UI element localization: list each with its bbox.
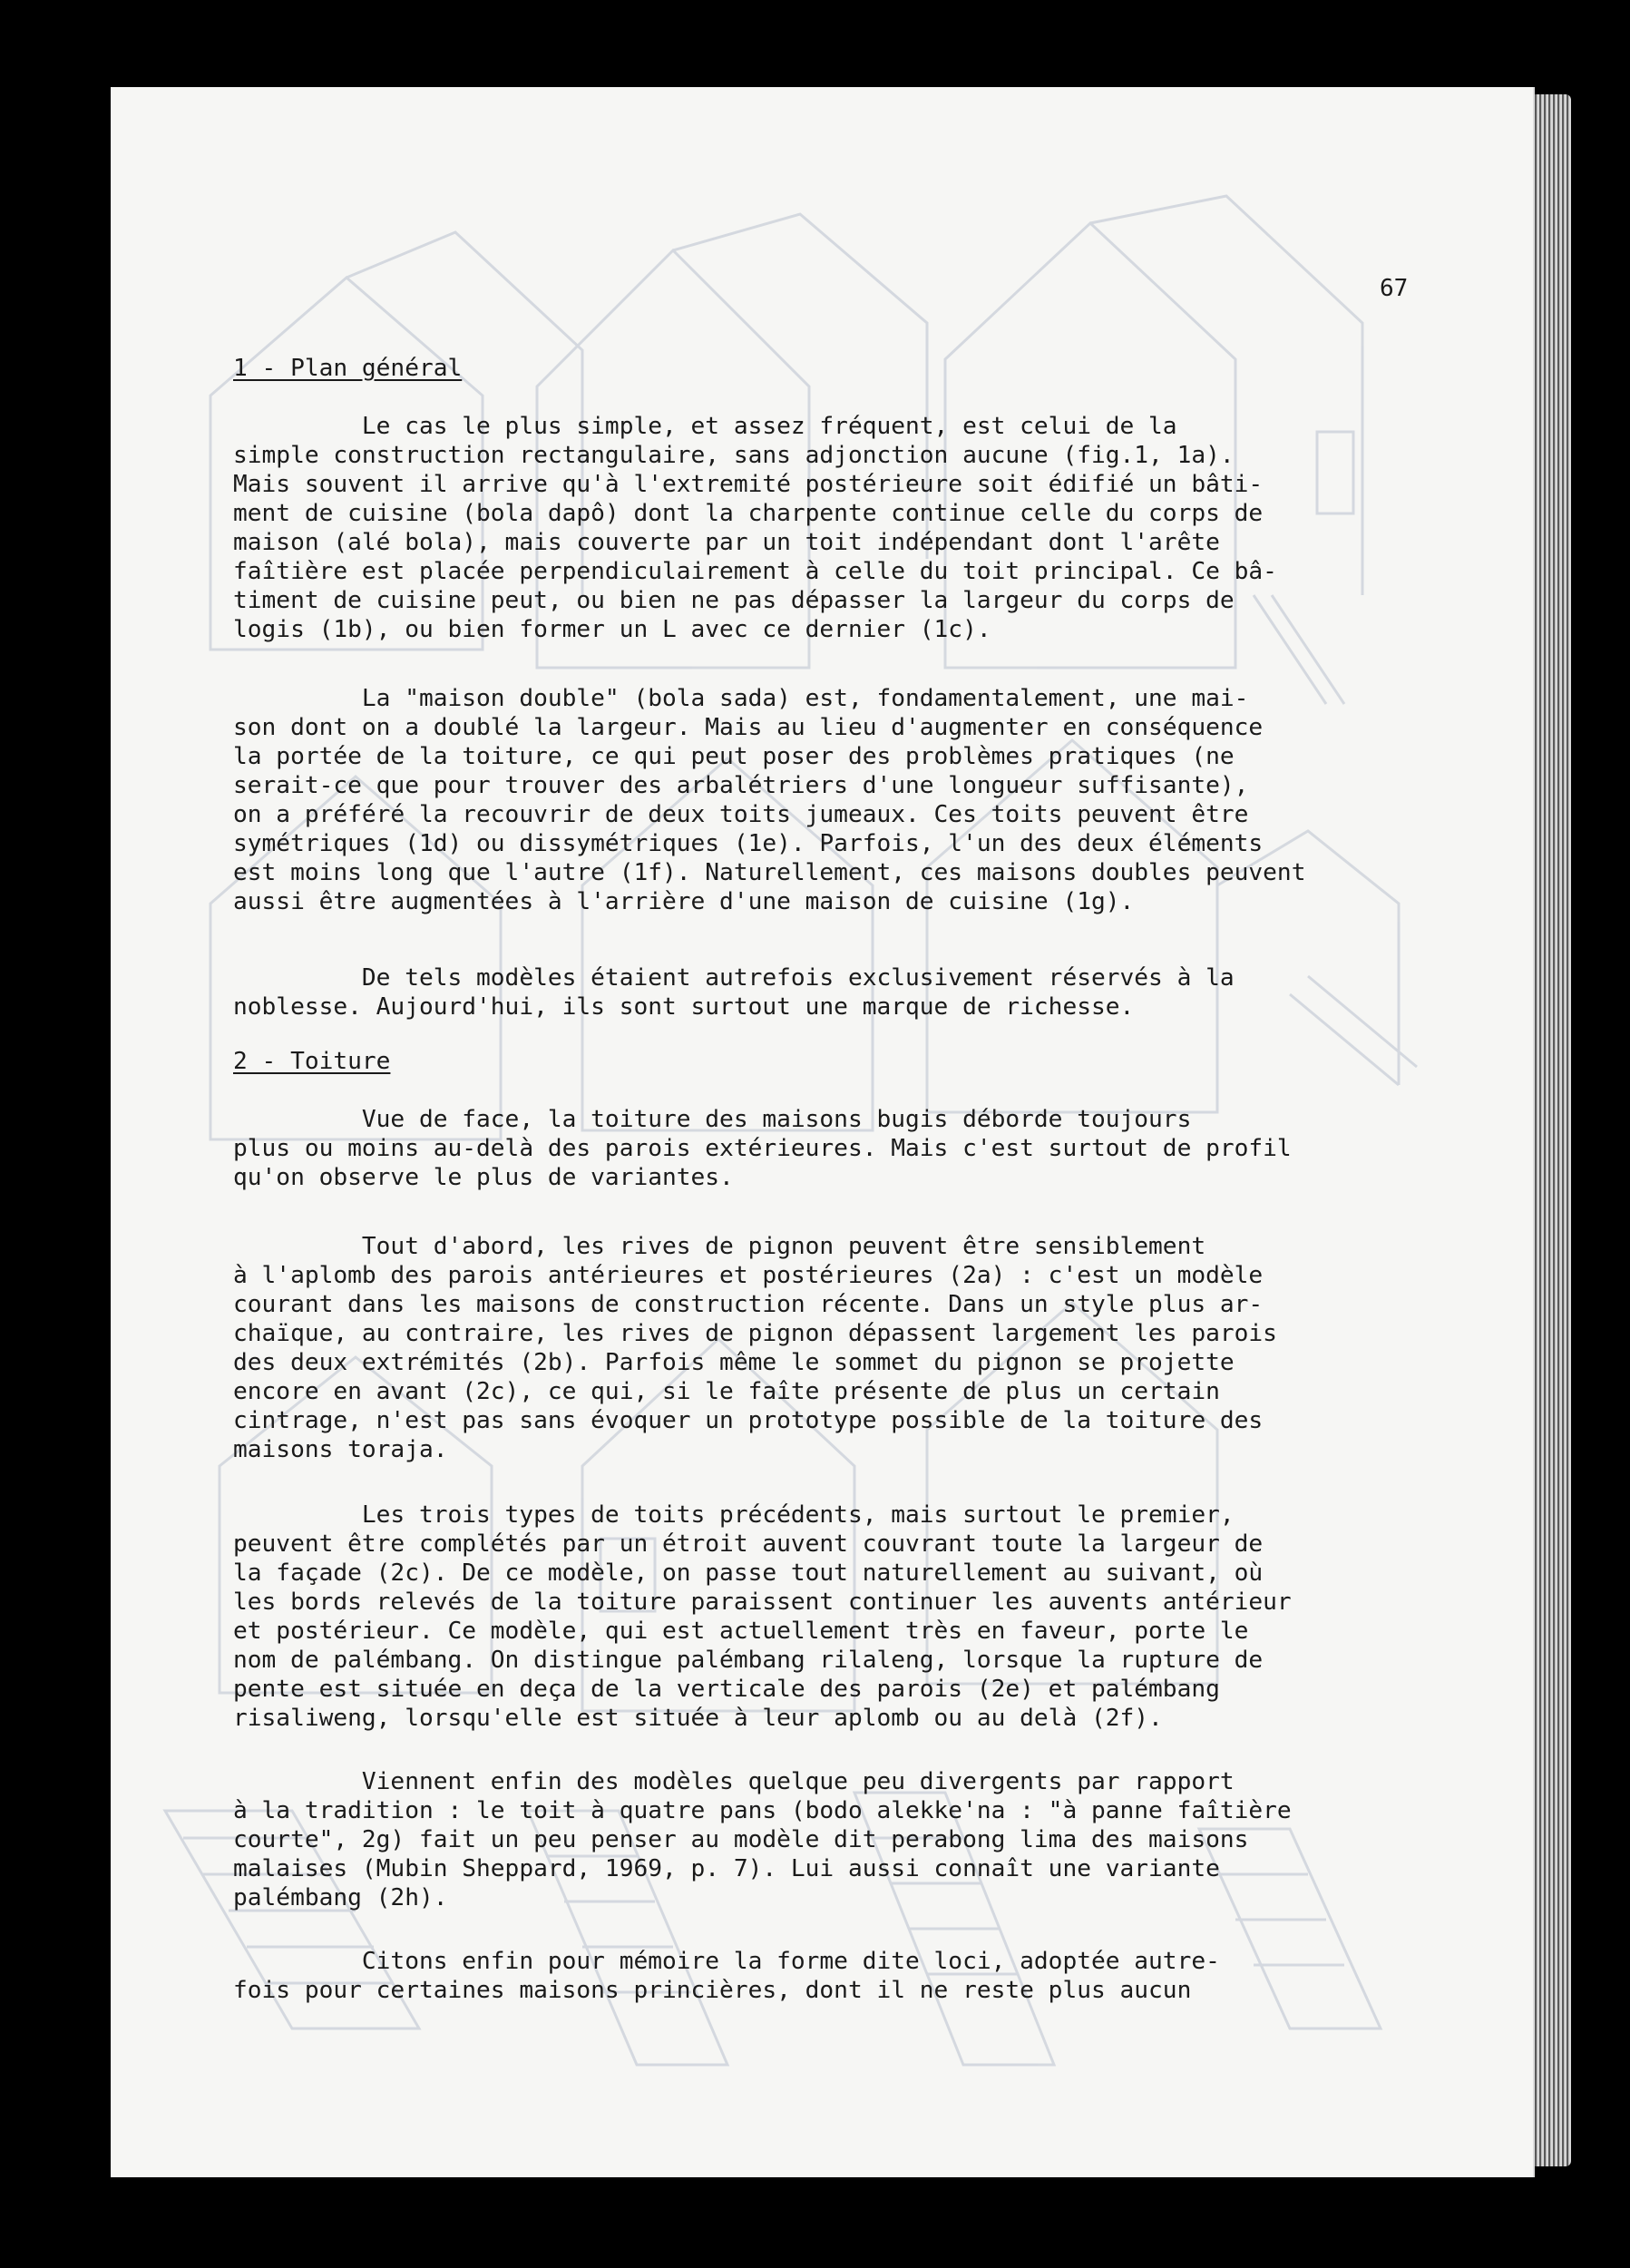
paragraph: De tels modèles étaient autrefois exclusivement réservés à la noblesse. Aujourd'hui, ils sont surtout une marque de richesse.	[233, 964, 1235, 1021]
paragraph: Le cas le plus simple, et assez fréquent, est celui de la simple construction rectangulaire, sans adjonction aucune (fig.1, 1a). Mais souvent il arrive qu'à l'extremité postérieure soit édifié un bâti- ment de cuisine (bola dapô) dont la charpente continue celle du corps de maison (alé bola), mais couverte par un toit indépendant dont l'arête faîtière est placée perpendiculairement à celle du toit principal. Ce bâ- timent de cuisine peut, ou bien ne pas dépasser la largeur du corps de logis (1b), ou bien former un L avec ce dernier (1c).	[233, 413, 1277, 643]
paragraph: Viennent enfin des modèles quelque peu divergents par rapport à la tradition : le toit à quatre pans (bodo alekke'na : "à panne faîtière courte", 2g) fait un peu penser au modèle dit perabong lima des maisons malaises (Mubin Sheppard, 1969, p. 7). Lui aussi connaît une variante palémbang (2h).	[233, 1768, 1292, 1911]
paragraph: Les trois types de toits précédents, mais surtout le premier, peuvent être complétés par un étroit auvent couvrant toute la largeur de la façade (2c). De ce modèle, on passe tout naturellement au suivant, où les bords relevés de la toiture paraissent continuer les auvents antérieur et postérieur. Ce modèle, qui est actuellement très en faveur, porte le nom de palémbang. On distingue palémbang rilaleng, lorsque la rupture de pente est située en deça de la verticale des parois (2e) et palémbang risaliweng, lorsqu'elle est située à leur aplomb ou au delà (2f).	[233, 1501, 1292, 1732]
paragraph: Tout d'abord, les rives de pignon peuvent être sensiblement à l'aplomb des parois antérieures et postérieures (2a) : c'est un modèle courant dans les maisons de construction récente. Dans un style plus ar- chaïque, au contraire, les rives de pignon dépassent largement les parois des deux extrémités (2b). Parfois même le sommet du pignon se projette encore en avant (2c), ce qui, si le faîte présente de plus un certain cintrage, n'est pas sans évoquer un prototype possible de la toiture des maisons toraja.	[233, 1233, 1277, 1463]
section-heading-plan-general: 1 - Plan général	[233, 355, 463, 382]
section-heading-toiture: 2 - Toiture	[233, 1048, 391, 1075]
paragraph: La "maison double" (bola sada) est, fondamentalement, une mai- son dont on a doublé la largeur. Mais au lieu d'augmenter en conséquence la portée de la toiture, ce qui peut poser des problèmes pratiques (ne serait-ce que pour trouver des arbalétriers d'une longueur suffisante), on a préféré la recouvrir de deux toits jumeaux. Ces toits peuvent être symétriques (1d) ou dissymétriques (1e). Parfois, l'un des deux éléments est moins long que l'autre (1f). Naturellement, ces maisons doubles peuvent aussi être augmentées à l'arrière d'une maison de cuisine (1g).	[233, 685, 1306, 915]
page-number: 67	[1380, 275, 1409, 302]
paragraph: Citons enfin pour mémoire la forme dite loci, adoptée autre- fois pour certaines maisons princières, dont il ne reste plus aucun	[233, 1948, 1220, 2004]
book-page	[111, 87, 1533, 2177]
paragraph: Vue de face, la toiture des maisons bugis déborde toujours plus ou moins au-delà des parois extérieures. Mais c'est surtout de profil qu'on observe le plus de variantes.	[233, 1106, 1292, 1191]
